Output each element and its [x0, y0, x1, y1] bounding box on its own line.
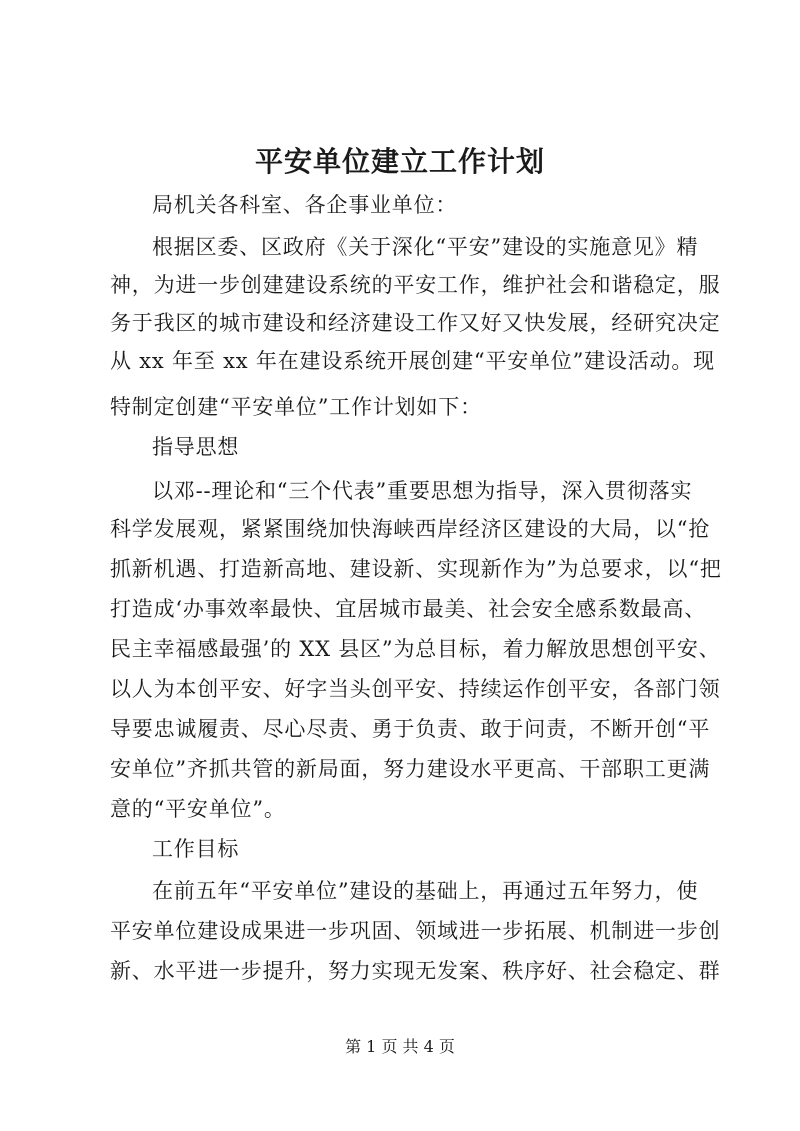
section-heading-guiding-ideology: 指导思想	[152, 435, 240, 459]
paragraph-line: 神，为进一步创建建设系统的平安工作，维护社会和谐稳定，服	[110, 273, 721, 297]
paragraph-line: 新、水平进一步提升，努力实现无发案、秩序好、社会稳定、群	[110, 959, 721, 983]
paragraph-line: 从 xx 年至 xx 年在建设系统开展创建“平安单位”建设活动。现	[110, 349, 715, 373]
paragraph-line: 导要忠诚履责、尽心尽责、勇于负责、敢于问责，不断开创“平	[110, 717, 711, 741]
paragraph-line: 务于我区的城市建设和经济建设工作又好又快发展，经研究决定	[110, 311, 721, 335]
paragraph-line: 意的“平安单位”。	[110, 797, 286, 821]
section-heading-work-goals: 工作目标	[152, 837, 240, 861]
paragraph-line: 平安单位建设成果进一步巩固、领域进一步拓展、机制进一步创	[110, 919, 721, 943]
paragraph-line: 在前五年“平安单位”建设的基础上，再通过五年努力，使	[152, 879, 699, 903]
paragraph-line: 根据区委、区政府《关于深化“平安”建设的实施意见》精	[152, 235, 699, 259]
paragraph-line: 科学发展观，紧紧围绕加快海峡西岸经济区建设的大局，以“抢	[110, 517, 711, 541]
paragraph-line: 民主幸福感最强’的 XX 县区”为总目标，着力解放思想创平安、	[110, 637, 721, 661]
paragraph-line: 打造成‘办事效率最快、宜居城市最美、社会安全感系数最高、	[110, 597, 707, 621]
page-number-footer: 第 1 页 共 4 页	[345, 1037, 455, 1056]
salutation-line: 局机关各科室、各企事业单位：	[152, 193, 458, 217]
paragraph-line: 以人为本创平安、好字当头创平安、持续运作创平安，各部门领	[110, 677, 721, 701]
document-title: 平安单位建立工作计划	[254, 145, 545, 178]
paragraph-line: 以邓--理论和“三个代表”重要思想为指导，深入贯彻落实	[152, 479, 693, 503]
paragraph-line: 特制定创建“平安单位”工作计划如下：	[110, 395, 482, 419]
paragraph-line: 安单位”齐抓共管的新局面，努力建设水平更高、干部职工更满	[110, 757, 711, 781]
paragraph-line: 抓新机遇、打造新高地、建设新、实现新作为”为总要求，以“把	[110, 557, 722, 581]
